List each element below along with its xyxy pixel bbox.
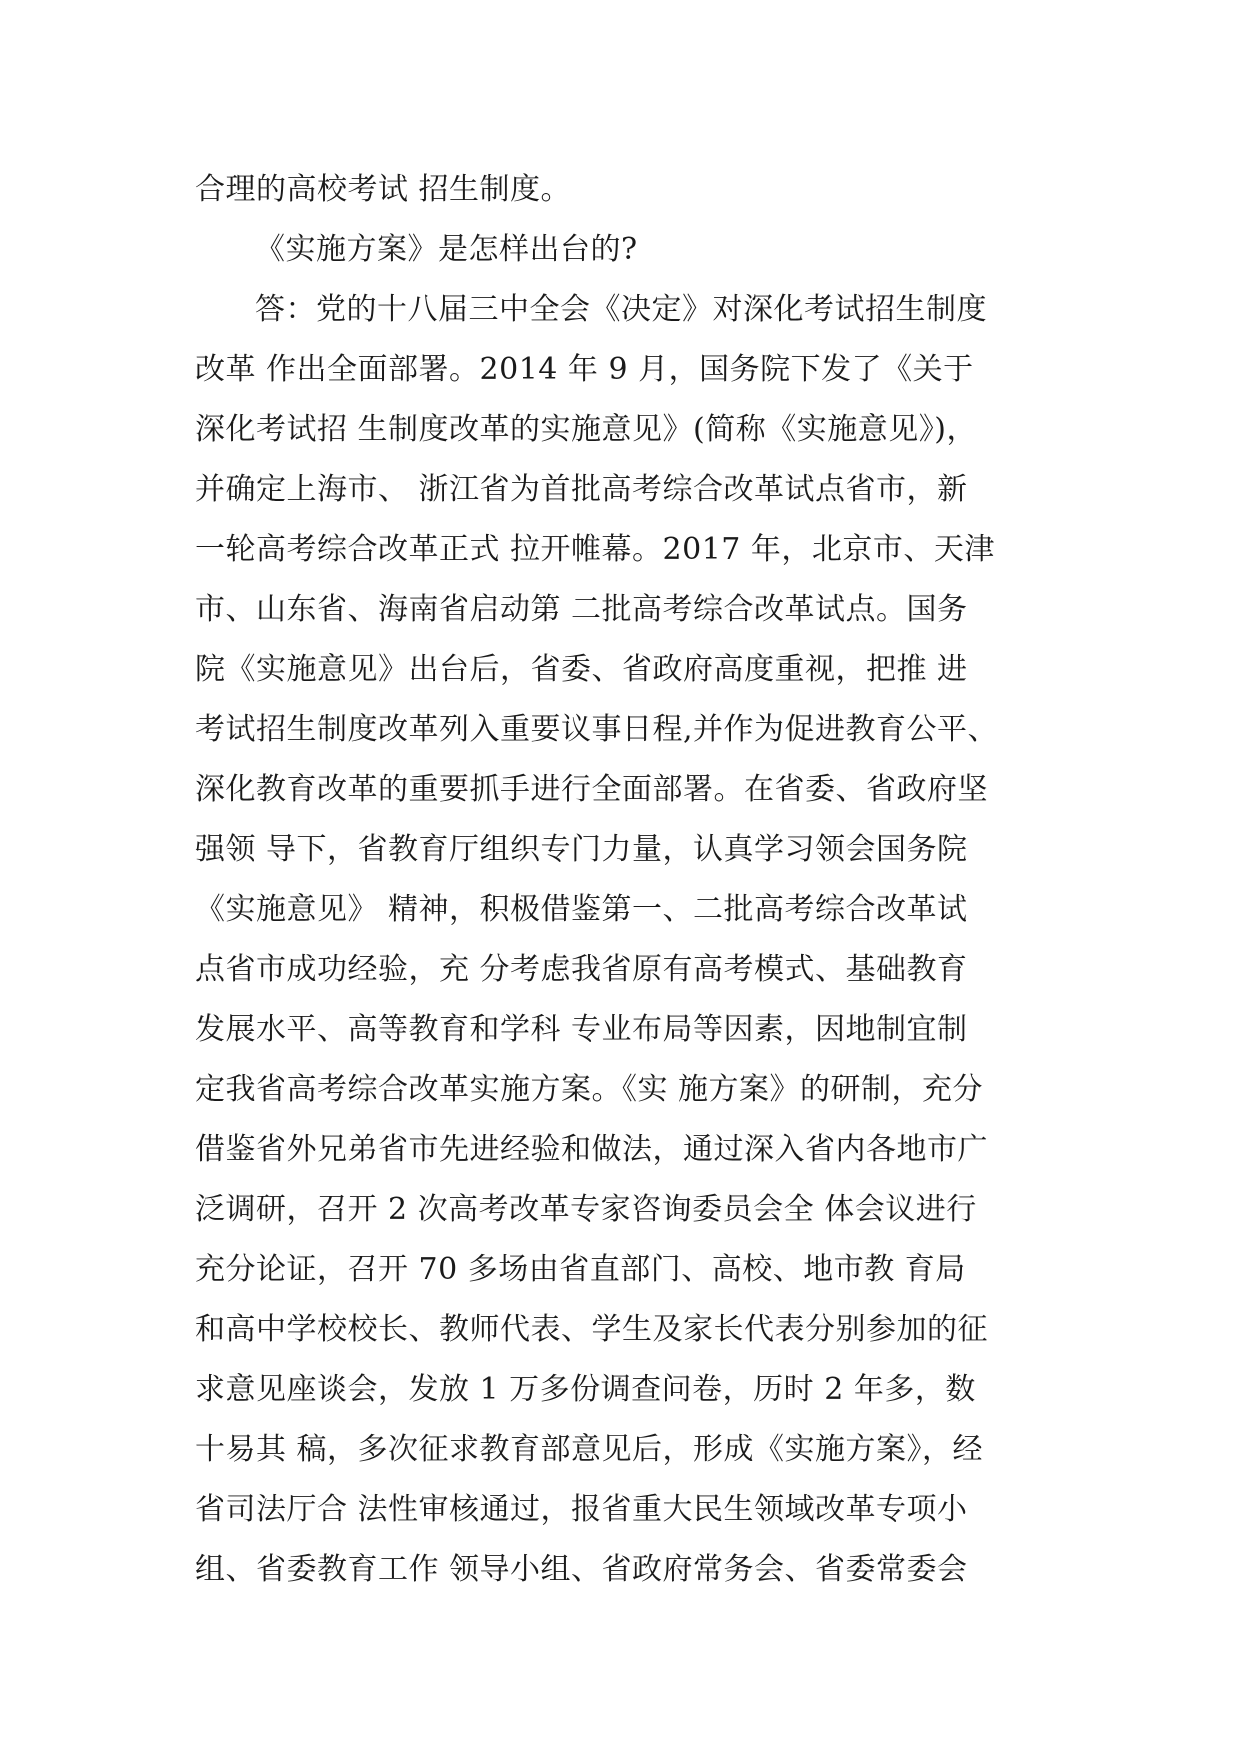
text-line: 求意见座谈会，发放 1 万多份调查问卷，历时 2 年多，数 [195, 1372, 976, 1407]
text-line: 组、省委教育工作 领导小组、省政府常务会、省委常委会 [195, 1552, 968, 1587]
text-line: 《实施意见》 精神，积极借鉴第一、二批高考综合改革试 [195, 892, 968, 927]
text-line: 和高中学校校长、教师代表、学生及家长代表分别参加的征 [195, 1312, 988, 1347]
text-line: 充分论证，召开 70 多场由省直部门、高校、地市教 育局 [195, 1252, 966, 1287]
text-line: 泛调研，召开 2 次高考改革专家咨询委员会全 体会议进行 [195, 1192, 977, 1227]
text-line: 发展水平、高等教育和学科 专业布局等因素，因地制宜制 [195, 1012, 968, 1047]
text-line: 强领 导下，省教育厅组织专门力量，认真学习领会国务院 [195, 832, 968, 867]
text-line: 省司法厅合 法性审核通过，报省重大民生领域改革专项小 [195, 1492, 968, 1527]
answer-first-line: 答：党的十八届三中全会《决定》对深化考试招生制度 [255, 292, 987, 327]
text-line: 一轮高考综合改革正式 拉开帷幕。2017 年，北京市、天津 [195, 532, 995, 567]
document-body [195, 160, 1055, 1600]
text-line: 深化考试招 生制度改革的实施意见》(简称《实施意见》)， [195, 412, 977, 447]
text-line: 院《实施意见》出台后，省委、省政府高度重视，把推 进 [195, 652, 968, 687]
text-line: 十易其 稿，多次征求教育部意见后，形成《实施方案》，经 [195, 1432, 984, 1467]
text-line: 改革 作出全面部署。2014 年 9 月，国务院下发了《关于 [195, 352, 974, 387]
text-line: 考试招生制度改革列入重要议事日程,并作为促进教育公平、 [195, 712, 999, 747]
question-heading: 《实施方案》是怎样出台的? [255, 232, 638, 267]
text-line: 市、山东省、海南省启动第 二批高考综合改革试点。国务 [195, 592, 968, 627]
text-line: 合理的高校考试 招生制度。 [195, 172, 572, 207]
text-line: 借鉴省外兄弟省市先进经验和做法，通过深入省内各地市广 [195, 1132, 988, 1167]
text-line: 点省市成功经验，充 分考虑我省原有高考模式、基础教育 [195, 952, 968, 987]
text-line: 并确定上海市、 浙江省为首批高考综合改革试点省市，新 [195, 472, 968, 507]
text-line: 定我省高考综合改革实施方案。《实 施方案》的研制，充分 [195, 1072, 984, 1107]
text-line: 深化教育改革的重要抓手进行全面部署。在省委、省政府坚 [195, 772, 988, 807]
